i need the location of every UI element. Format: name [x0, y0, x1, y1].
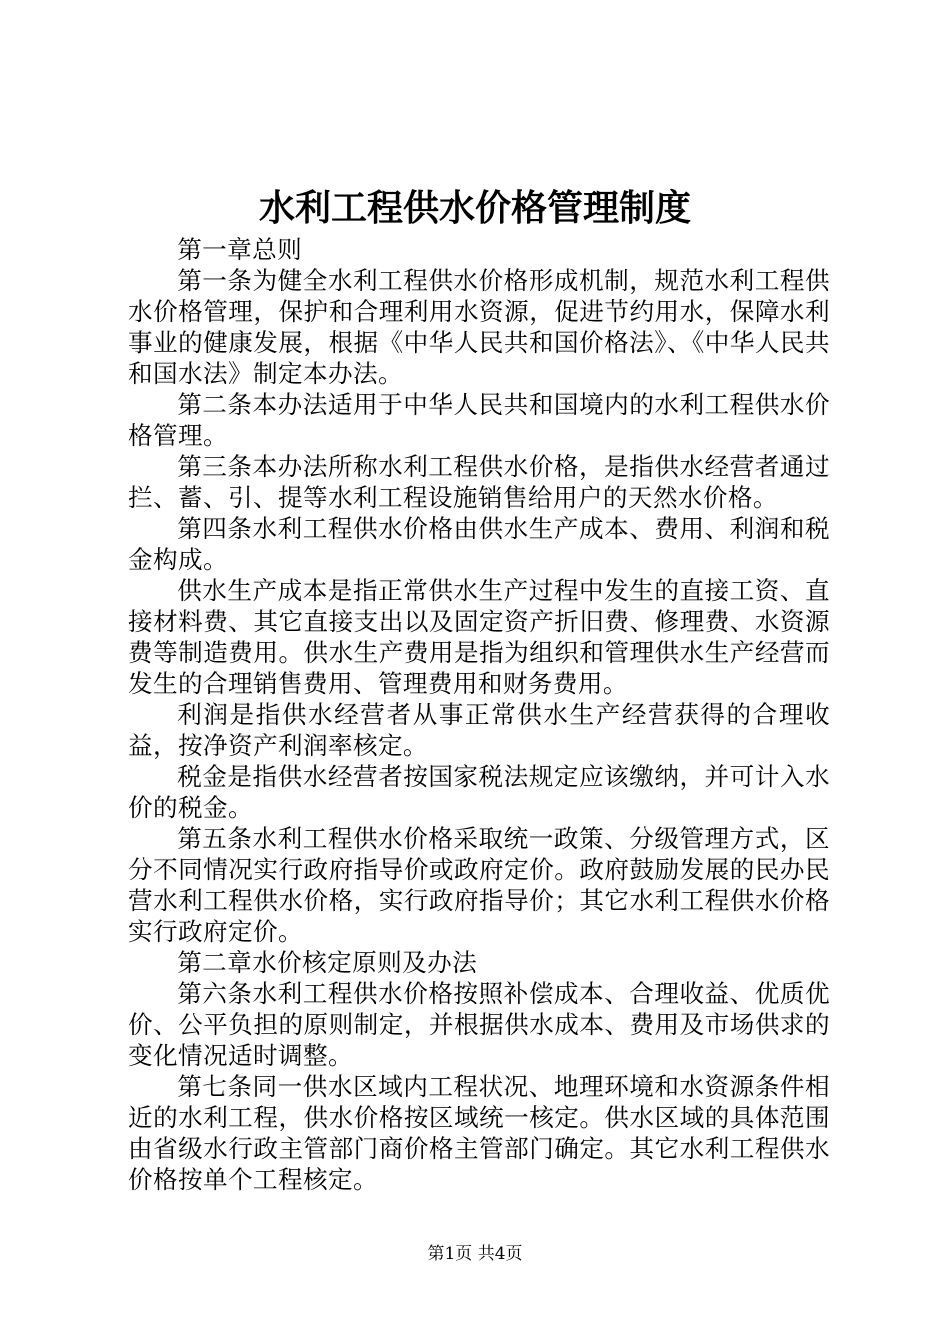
paragraph: 第六条水利工程供水价格按照补偿成本、合理收益、优质优价、公平负担的原则制定，并根据供水成本、费用及市场供求的变化情况适时调整。 — [128, 979, 830, 1070]
page-number-footer: 第1页 共4页 — [427, 1244, 523, 1264]
paragraph: 第五条水利工程供水价格采取统一政策、分级管理方式，区分不同情况实行政府指导价或政府定价。政府鼓励发展的民办民营水利工程供水价格，实行政府指导价；其它水利工程供水价格实行政府定价。 — [128, 824, 830, 946]
paragraph: 第七条同一供水区域内工程状况、地理环境和水资源条件相近的水利工程，供水价格按区域统一核定。供水区域的具体范围由省级水行政主管部门商价格主管部门确定。其它水利工程供水价格按单个工程核定。 — [128, 1072, 830, 1194]
paragraph: 税金是指供水经营者按国家税法规定应该缴纳，并可计入水价的税金。 — [128, 762, 830, 822]
document-title: 水利工程供水价格管理制度 — [258, 187, 691, 229]
chapter-heading: 第二章水价核定原则及办法 — [177, 948, 478, 977]
chapter-heading: 第一章总则 — [177, 235, 303, 264]
paragraph: 供水生产成本是指正常供水生产过程中发生的直接工资、直接材料费、其它直接支出以及固定资产折旧费、修理费、水资源费等制造费用。供水生产费用是指为组织和管理供水生产经营而发生的合理销售费用、管理费用和财务费用。 — [128, 576, 830, 698]
paragraph: 利润是指供水经营者从事正常供水生产经营获得的合理收益，按净资产利润率核定。 — [128, 700, 830, 760]
paragraph: 第四条水利工程供水价格由供水生产成本、费用、利润和税金构成。 — [128, 514, 830, 574]
paragraph: 第一条为健全水利工程供水价格形成机制，规范水利工程供水价格管理，保护和合理利用水资源，促进节约用水，保障水利事业的健康发展，根据《中华人民共和国价格法》、《中华人民共和国水法》制定本办法。 — [128, 266, 830, 388]
document-body — [128, 234, 830, 1195]
paragraph: 第二条本办法适用于中华人民共和国境内的水利工程供水价格管理。 — [128, 390, 830, 450]
paragraph: 第三条本办法所称水利工程供水价格，是指供水经营者通过拦、蓄、引、提等水利工程设施销售给用户的天然水价格。 — [128, 452, 830, 512]
